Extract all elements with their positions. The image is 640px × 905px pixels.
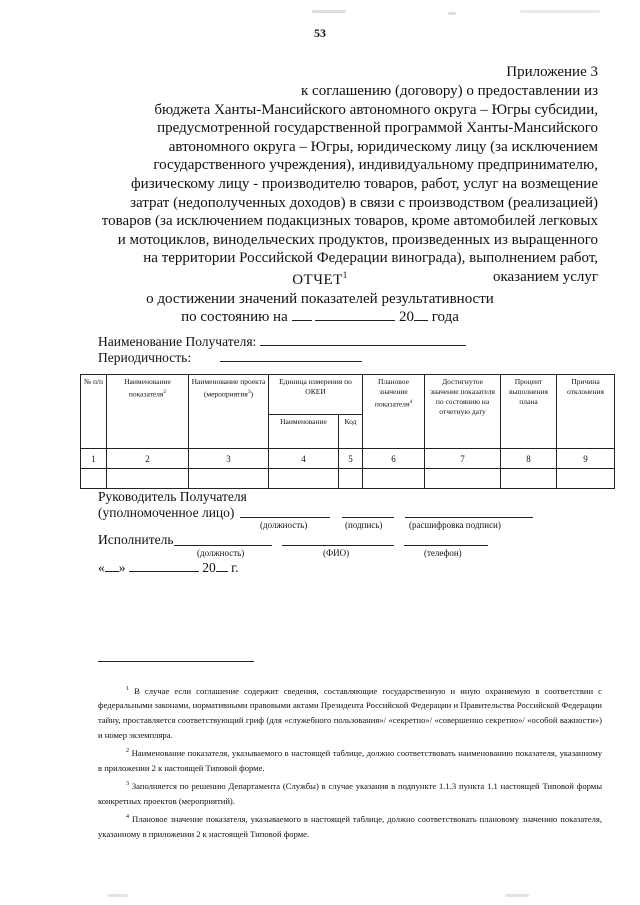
head-label-2-text: (уполномоченное лицо) — [98, 505, 235, 520]
appendix-line: затрат (недополученных доходов) в связи с производством (реализацией) — [130, 194, 598, 211]
table-row-numbers — [81, 449, 615, 469]
appendix-line: автономного округа – Югры, юридическому лицу (за исключением — [168, 138, 598, 155]
table-cell — [363, 469, 425, 489]
footnote-text: Наименование показателя, указываемого в настоящей таблице, должно соответствовать наименованию показателя, указанному в приложении 2 к настоящей Типовой форме. — [98, 748, 603, 773]
date-end: г. — [231, 560, 239, 575]
table-cell: 5 — [339, 449, 363, 469]
col-header-indicator — [107, 375, 189, 449]
caption-signature: (подпись) — [345, 520, 383, 530]
appendix-line: физическому лицу - производителю товаров, работ, услуг на возмещение — [130, 175, 598, 192]
appendix-line: и мотоциклов, винодельческих продуктов, произведенных из выращенного — [117, 231, 598, 248]
executor-label: Исполнитель — [98, 532, 174, 547]
table-row-empty — [81, 469, 615, 489]
footnote — [98, 682, 602, 742]
appendix-line: на территории Российской Федерации винограда), выполнением работ, — [143, 250, 598, 267]
col-header-unit-name: Наименование — [269, 415, 339, 449]
col-header-planned — [363, 375, 425, 449]
caption-decoding: (расшифровка подписи) — [409, 520, 501, 530]
caption-position: (должность) — [197, 548, 245, 558]
report-date-suffix: года — [431, 309, 459, 325]
table-cell: 2 — [107, 449, 189, 469]
caption-phone: (телефон) — [424, 548, 462, 558]
col-header-text: Наименование показателя — [124, 377, 171, 399]
head-position-blank — [240, 517, 330, 518]
table-cell — [81, 469, 107, 489]
date-year-blank — [216, 571, 228, 572]
footnote-ref: 2 — [163, 389, 167, 395]
footnote-ref: 4 — [409, 399, 413, 405]
appendix-line: предусмотренной государственной программой Ханты-Мансийского — [157, 120, 598, 137]
table-cell: 1 — [81, 449, 107, 469]
footnote — [98, 777, 602, 808]
col-header-text: Наименование проекта (мероприятия — [191, 377, 266, 399]
table-cell — [501, 469, 557, 489]
date-month-blank — [315, 320, 395, 321]
report-date-line — [0, 308, 640, 326]
footnote — [98, 810, 602, 841]
scan-smudge — [312, 10, 346, 13]
table-cell: 8 — [501, 449, 557, 469]
table-cell: 7 — [425, 449, 501, 469]
scan-smudge — [505, 894, 529, 897]
recipient-blank — [260, 345, 466, 346]
periodicity-label: Периодичность: — [98, 350, 192, 365]
appendix-line: бюджета Ханты-Мансийского автономного округа – Югры субсидии, — [154, 101, 598, 118]
date-close-quote: » — [118, 560, 126, 575]
appendix-line: товаров (за исключением подакцизных товаров, кроме автомобилей легковых — [101, 213, 598, 230]
table-cell — [425, 469, 501, 489]
footnote-mark: 3 — [126, 781, 129, 788]
table-cell — [189, 469, 269, 489]
appendix-line: к соглашению (договору) о предоставлении из — [301, 83, 598, 99]
col-header-project — [189, 375, 269, 449]
periodicity-blank — [220, 361, 362, 362]
report-title-text: ОТЧЕТ — [292, 272, 343, 288]
appendix-line: оказанием услуг — [492, 268, 598, 285]
recipient-field — [98, 334, 466, 350]
signature-date — [98, 560, 239, 576]
date-year: 20 — [202, 560, 216, 575]
caption-fio: (ФИО) — [323, 548, 350, 558]
report-date-year: 20 — [399, 309, 414, 325]
date-month-blank — [129, 571, 199, 572]
footnote-text: Плановое значение показателя, указываемого в настоящей таблице, должно соответствовать плановому значению показателя, указанному в приложении 2 к настоящей Типовой форме. — [98, 814, 602, 839]
report-title — [0, 270, 640, 289]
head-signature-blank — [342, 517, 394, 518]
footnote-text: В случае если соглашение содержит сведения, составляющие государственную и иную охраняемую в соответствии с федеральными законами, нормативными правовыми актами Президента Российской Федерации и Правительства Российской Федерации тайну, проставляется соответствующий гриф (для «служебного пользования»/ «секретно»/ «совершенно секретно»/ «особой важности») и номер экземпляра. — [98, 685, 602, 740]
table-cell: 4 — [269, 449, 339, 469]
table-cell — [339, 469, 363, 489]
footnote-text: Заполняется по решению Департамента (Службы) в случае указания в подпункте 1.1.3 пункта 1.1 настоящей Типовой формы конкретных проектов (мероприятий). — [98, 781, 602, 806]
footnote-mark: 1 — [126, 686, 129, 692]
appendix-line: государственного учреждения), индивидуальному предпринимателю, — [153, 157, 598, 174]
head-decoding-blank — [405, 517, 533, 518]
recipient-label: Наименование Получателя: — [98, 334, 257, 349]
periodicity-field — [98, 350, 362, 366]
executor-phone-blank — [404, 545, 488, 546]
date-year-blank — [414, 320, 428, 321]
footnotes — [98, 682, 602, 843]
table-cell — [557, 469, 615, 489]
col-header-text: ) — [250, 389, 254, 399]
appendix-title: Приложение 3 — [506, 64, 598, 80]
col-header-number: № п/п — [81, 375, 107, 449]
col-header-percent: Процент выполнения плана — [501, 375, 557, 449]
indicators-table — [80, 374, 615, 489]
date-day-blank — [292, 320, 312, 321]
report-subtitle-block — [0, 290, 640, 326]
executor-position-blank — [174, 545, 272, 546]
date-day-blank — [105, 571, 119, 572]
report-subtitle: о достижении значений показателей результативности — [146, 291, 494, 307]
footnote — [98, 744, 602, 775]
page-number: 53 — [314, 26, 326, 40]
table-cell: 6 — [363, 449, 425, 469]
table-cell: 9 — [557, 449, 615, 469]
head-label-1: Руководитель Получателя — [98, 489, 247, 504]
col-header-unit: Единица измерения по ОКЕИ — [269, 375, 363, 415]
executor-fio-blank — [282, 545, 394, 546]
footnote-divider — [98, 661, 254, 662]
col-header-achieved: Достигнутое значение показателя по состоянию на отчетную дату — [425, 375, 501, 449]
footnote-ref: 1 — [342, 270, 348, 280]
table-cell — [269, 469, 339, 489]
head-label-2 — [98, 505, 234, 521]
scan-smudge — [520, 10, 600, 13]
table-cell — [107, 469, 189, 489]
col-header-unit-code: Код — [339, 415, 363, 449]
report-date-prefix: по состоянию на — [181, 309, 288, 325]
col-header-reason: Причина отклонения — [557, 375, 615, 449]
table-cell: 3 — [189, 449, 269, 469]
appendix-heading — [98, 82, 598, 287]
caption-position: (должность) — [260, 520, 308, 530]
scan-smudge — [448, 12, 456, 15]
footnote-mark: 2 — [126, 748, 129, 755]
date-open-quote: « — [98, 560, 105, 575]
col-header-text: Плановое значение показателя — [374, 377, 410, 409]
scan-smudge — [108, 894, 128, 897]
footnote-mark: 4 — [126, 814, 129, 821]
footnote-ref: 3 — [247, 389, 251, 395]
